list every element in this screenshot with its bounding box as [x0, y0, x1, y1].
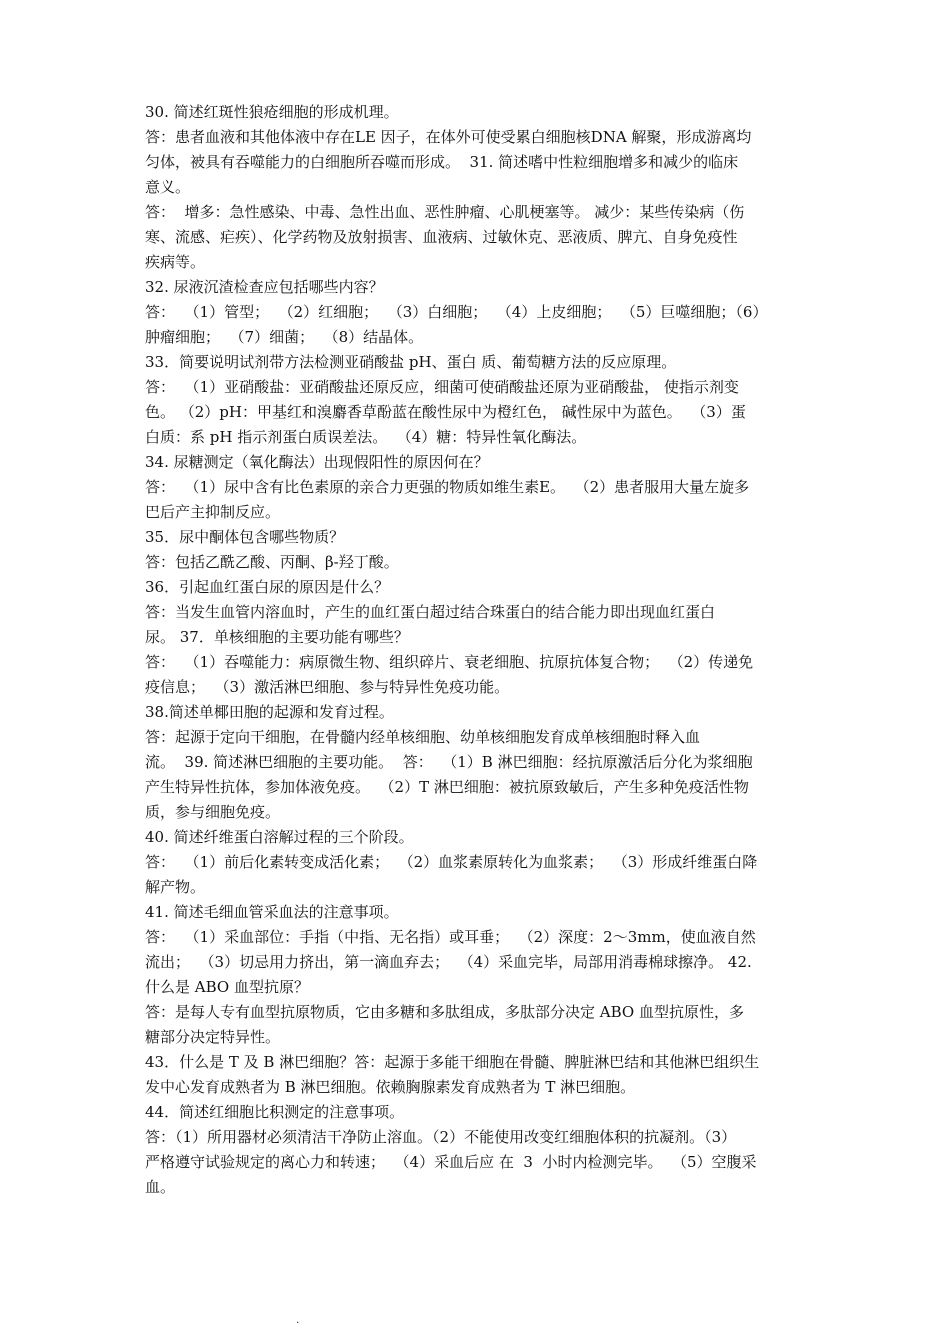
text-line: 答：患者血液和其他体液中存在LE 因子，在体外可使受累白细胞核DNA 解聚，形成游离均: [145, 128, 752, 146]
text-line: 答： （1）前后化素转变成活化素； （2）血浆素原转化为血浆素； （3）形成纤维蛋白降: [145, 853, 758, 871]
text-line: 答： （1）采血部位：手指（中指、无名指）或耳垂； （2）深度：2～3mm，使血液自然: [145, 928, 756, 946]
text-line: 43．什么是 T 及 B 淋巴细胞？答：起源于多能干细胞在骨髓、脾脏淋巴结和其他淋巴组织生: [145, 1053, 760, 1071]
text-line: 巴后产主抑制反应。: [145, 503, 281, 521]
document-body: [145, 100, 810, 1200]
text-line: 流出； （3）切忌用力挤出，第一滴血弃去； （4）采血完毕，局部用消毒棉球擦净。 42.: [145, 953, 752, 971]
text-line: 糖部分决定特异性。: [145, 1028, 281, 1046]
text-line: 30. 简述红斑性狼疮细胞的形成机理。: [145, 103, 399, 121]
text-line: 36．引起血红蛋白尿的原因是什么？: [145, 578, 390, 596]
text-line: 流。 39. 简述淋巴细胞的主要功能。 答： （1）B 淋巴细胞：经抗原激活后分化为浆细胞: [145, 753, 753, 771]
text-line: 答： （1）吞噬能力：病原微生物、组织碎片、衰老细胞、抗原抗体复合物； （2）传递免: [145, 653, 754, 671]
text-line: 质，参与细胞免疫。: [145, 803, 281, 821]
text-line: 38.简述单椰田胞的起源和发育过程。: [145, 703, 394, 721]
text-line: 解产物。: [145, 878, 206, 896]
text-line: 答： （1）尿中含有比色素原的亲合力更强的物质如维生素E。 （2）患者服用大量左旋多: [145, 478, 750, 496]
text-line: 什么是 ABO 血型抗原？: [145, 978, 309, 996]
text-line: 疫信息； （3）激活淋巴细胞、参与特异性免疫功能。: [145, 678, 510, 696]
text-line: 产生特异性抗体，参加体液免疫。 （2）T 淋巴细胞：被抗原致敏后，产生多种免疫活性物: [145, 778, 749, 796]
text-line: 意义。: [145, 178, 191, 196]
text-line: 血。: [145, 1178, 176, 1196]
text-line: 答：当发生血管内溶血时，产生的血红蛋白超过结合珠蛋白的结合能力即出现血红蛋白: [145, 603, 716, 621]
text-line: 32. 尿液沉渣检查应包括哪些内容？: [145, 278, 384, 296]
text-line: 40. 简述纤维蛋白溶解过程的三个阶段。: [145, 828, 414, 846]
text-line: 匀体，被具有吞噬能力的白细胞所吞噬而形成。 31. 简述嗜中性粒细胞增多和减少的临床: [145, 153, 739, 171]
text-line: 疾病等。: [145, 253, 206, 271]
text-line: 色。 （2）pH：甲基红和溴麝香草酚蓝在酸性尿中为橙红色， 碱性尿中为蓝色。 （3）蛋: [145, 403, 746, 421]
page-footer-mark: .: [296, 1312, 300, 1326]
text-line: 答：包括乙酰乙酸、丙酮、β-羟丁酸。: [145, 553, 399, 571]
text-line: 33．简要说明试剂带方法检测亚硝酸盐 pH、蛋白 质、葡萄糖方法的反应原理。: [145, 353, 677, 371]
text-line: 答： （1）管型； （2）红细胞； （3）白细胞； （4）上皮细胞； （5）巨噬细胞；（6）: [145, 303, 768, 321]
text-line: 答：（1）所用器材必须清洁干净防止溶血。（2）不能使用改变红细胞体积的抗凝剂。（3）: [145, 1128, 737, 1146]
text-line: 答：起源于定向干细胞，在骨髓内经单核细胞、幼单核细胞发育成单核细胞时释入血: [145, 728, 701, 746]
text-line: 41. 简述毛细血管采血法的注意事项。: [145, 903, 399, 921]
text-line: 答：是每人专有血型抗原物质，它由多糖和多肽组成，多肽部分决定 ABO 血型抗原性，多: [145, 1003, 744, 1021]
text-line: 白质：系 pH 指示剂蛋白质误差法。 （4）糖：特异性氧化酶法。: [145, 428, 587, 446]
text-line: 严格遵守试验规定的离心力和转速； （4）采血后应 在 3 小时内检测完毕。 （5）空腹采: [145, 1153, 757, 1171]
text-line: 答： （1）亚硝酸盐：亚硝酸盐还原反应，细菌可使硝酸盐还原为亚硝酸盐， 使指示剂变: [145, 378, 739, 396]
text-line: 寒、流感、疟疾）、化学药物及放射损害、血液病、过敏休克、恶液质、脾亢、自身免疫性: [145, 228, 738, 246]
text-line: 尿。 37．单核细胞的主要功能有哪些？: [145, 628, 409, 646]
text-line: 答： 增多：急性感染、中毒、急性出血、恶性肿瘤、心肌梗塞等。 减少：某些传染病（伤: [145, 203, 745, 221]
text-line: 44．简述红细胞比积测定的注意事项。: [145, 1103, 405, 1121]
text-line: 发中心发育成熟者为 B 淋巴细胞。依赖胸腺素发育成熟者为 T 淋巴细胞。: [145, 1078, 636, 1096]
text-line: 肿瘤细胞； （7）细菌； （8）结晶体。: [145, 328, 424, 346]
text-line: 34. 尿糖测定（氧化酶法）出现假阳性的原因何在？: [145, 453, 489, 471]
text-line: 35．尿中酮体包含哪些物质？: [145, 528, 345, 546]
